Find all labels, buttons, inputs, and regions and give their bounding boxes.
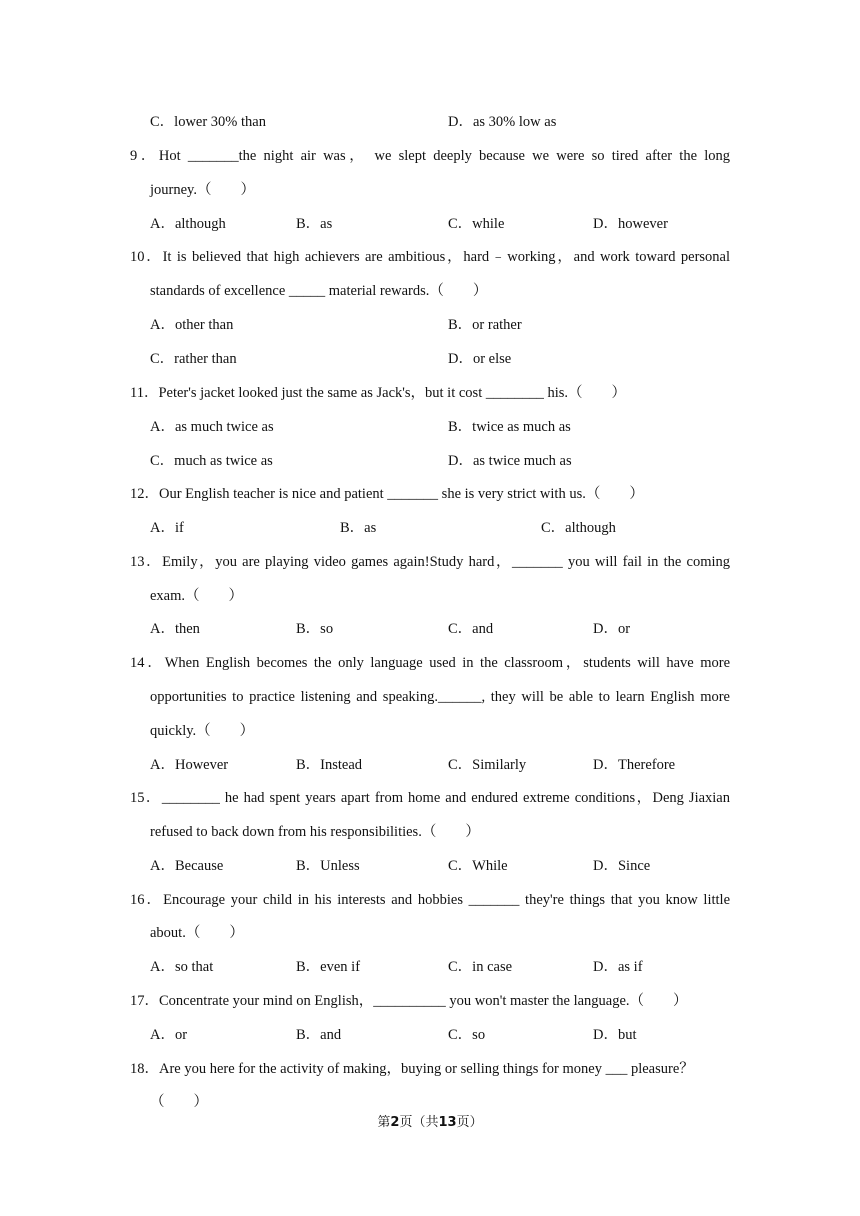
question-text: Hot _______the night air was， we slept deeply because we were so tired after the long <box>158 148 730 164</box>
question-15-stem <box>130 789 730 807</box>
option-c[interactable]: C．rather than <box>150 351 237 367</box>
option-b[interactable]: B．twice as much as <box>448 419 571 435</box>
option-c[interactable]: C．while <box>448 216 505 232</box>
question-text: Encourage your child in his interests and hobbies _______ they're things that you know little <box>163 892 731 908</box>
question-13-continuation: exam.（ ） <box>150 588 244 604</box>
question-10-continuation: standards of excellence _____ material rewards.（ ） <box>150 283 488 299</box>
question-9-stem <box>130 147 730 165</box>
page-footer <box>0 1111 860 1130</box>
question-text: Emily，you are playing video games again!Study hard，_______ you will fail in the coming <box>162 554 731 570</box>
question-14-stem <box>130 654 730 672</box>
question-9-continuation: journey.（ ） <box>150 182 255 198</box>
question-number: 13． <box>130 554 163 570</box>
question-number: 17． <box>130 993 159 1009</box>
question-text: ________ he had spent years apart from home and endured extreme conditions，Deng Jiaxian <box>161 790 730 806</box>
option-a[interactable]: A．then <box>150 621 200 637</box>
option-d[interactable]: D．Therefore <box>593 757 676 773</box>
footer-suffix: 页） <box>456 1115 483 1130</box>
option-b[interactable]: B．even if <box>296 959 361 975</box>
option-d[interactable]: D．as 30% low as <box>448 114 557 130</box>
question-15-continuation: refused to back down from his responsibilities.（ ） <box>150 824 480 840</box>
question-number: 15． <box>130 790 162 806</box>
question-10-stem <box>130 248 730 266</box>
option-b[interactable]: B．Unless <box>296 858 360 874</box>
option-a[interactable]: A．as much twice as <box>150 419 274 435</box>
option-d[interactable]: D．Since <box>593 858 651 874</box>
option-c[interactable]: C．While <box>448 858 508 874</box>
option-a[interactable]: A．if <box>150 520 184 536</box>
option-d[interactable]: D．or else <box>448 351 512 367</box>
question-number: 9． <box>130 148 159 164</box>
question-17-stem <box>130 992 730 1010</box>
option-c[interactable]: C．Similarly <box>448 757 527 773</box>
page-total: 13 <box>438 1115 457 1130</box>
question-16-continuation: about.（ ） <box>150 925 244 941</box>
option-b[interactable]: B．as <box>340 520 377 536</box>
option-a[interactable]: A．However <box>150 757 229 773</box>
question-14-continuation: opportunities to practice listening and speaking.______, they will be able to learn English more <box>150 689 730 705</box>
option-d[interactable]: D．as if <box>593 959 643 975</box>
question-text: It is believed that high achievers are ambitious，hard﹣working，and work toward personal <box>162 249 731 265</box>
question-number: 18． <box>130 1061 159 1077</box>
option-a[interactable]: A．Because <box>150 858 224 874</box>
option-c[interactable]: C．although <box>541 520 616 536</box>
question-number: 10． <box>130 249 163 265</box>
option-b[interactable]: B．so <box>296 621 334 637</box>
option-c[interactable]: C．much as twice as <box>150 453 273 469</box>
option-c[interactable]: C．in case <box>448 959 513 975</box>
option-b[interactable]: B．and <box>296 1027 342 1043</box>
option-c[interactable]: C．so <box>448 1027 486 1043</box>
option-d[interactable]: D．as twice much as <box>448 453 572 469</box>
question-14-continuation: quickly.（ ） <box>150 723 255 739</box>
option-a[interactable]: A．other than <box>150 317 234 333</box>
question-13-stem <box>130 553 730 571</box>
option-d[interactable]: D．however <box>593 216 668 232</box>
question-number: 14． <box>130 655 165 671</box>
option-a[interactable]: A．or <box>150 1027 188 1043</box>
question-12-stem <box>130 485 730 503</box>
question-text: When English becomes the only language used in the classroom，students will have more <box>164 655 731 671</box>
question-text: Our English teacher is nice and patient _______ she is very strict with us.（ ） <box>159 486 644 502</box>
option-a[interactable]: A．so that <box>150 959 214 975</box>
question-number: 16． <box>130 892 164 908</box>
option-d[interactable]: D．or <box>593 621 631 637</box>
question-text: Concentrate your mind on English，__________ you won't master the language.（ ） <box>159 993 688 1009</box>
question-text: Are you here for the activity of making，buying or selling things for money ___ pleasure？ <box>159 1061 694 1077</box>
option-b[interactable]: B．as <box>296 216 333 232</box>
question-18-stem <box>130 1060 730 1078</box>
footer-middle: 页（共 <box>399 1115 439 1130</box>
question-text: Peter's jacket looked just the same as Jack's，but it cost ________ his.（ ） <box>158 385 627 401</box>
question-number: 12． <box>130 486 159 502</box>
option-b[interactable]: B．Instead <box>296 757 363 773</box>
option-b[interactable]: B．or rather <box>448 317 522 333</box>
option-c[interactable]: C．and <box>448 621 494 637</box>
option-c[interactable]: C．lower 30% than <box>150 114 266 130</box>
question-18-continuation: （ ） <box>150 1094 208 1110</box>
option-a[interactable]: A．although <box>150 216 226 232</box>
footer-prefix: 第 <box>377 1115 391 1130</box>
question-11-stem <box>130 384 730 402</box>
question-16-stem <box>130 891 730 909</box>
option-d[interactable]: D．but <box>593 1027 637 1043</box>
page-number: 2 <box>390 1115 400 1130</box>
question-number: 11． <box>130 385 159 401</box>
